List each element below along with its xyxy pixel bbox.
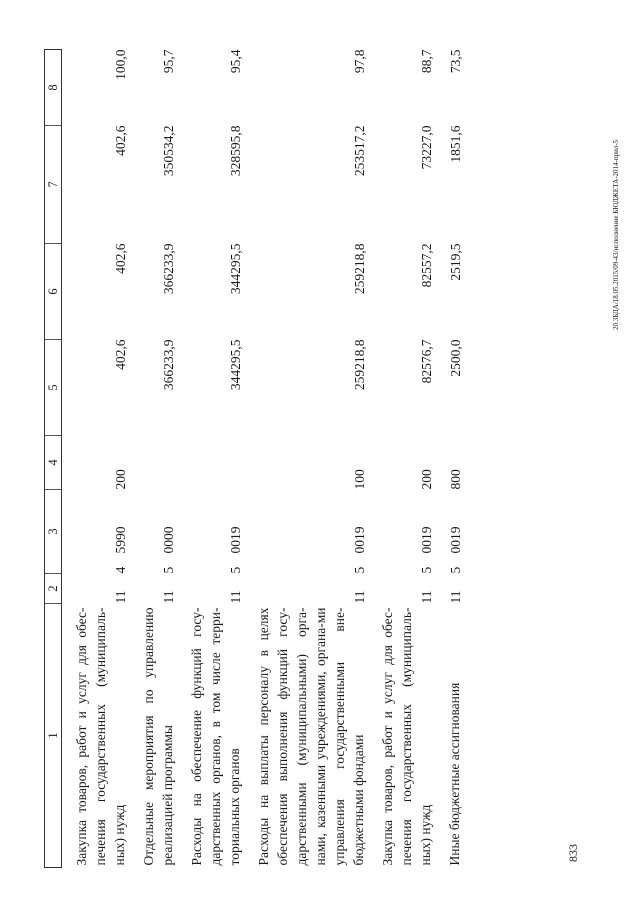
row-value-5: 402,6 — [113, 339, 128, 370]
row-section: 11 — [448, 590, 463, 604]
row-subsection: 5 — [161, 566, 176, 574]
row-section: 11 — [352, 590, 367, 604]
row-name: Закупка товаров, работ и услуг для обес-печения государственных (муниципаль-ных) нужд — [380, 607, 433, 866]
file-path-note: 20.3БДА/18.05.2015/09-43/исполнение БЮДЖЕТА-2014-прил-5 — [612, 139, 620, 330]
row-expense-type — [177, 436, 244, 490]
row-value-5: 366233,9 — [161, 339, 176, 391]
row-value-8: 97,8 — [352, 49, 367, 74]
row-value-5: 82576,7 — [419, 339, 434, 384]
row-expense-type — [129, 436, 177, 490]
header-col-3: 3 — [45, 490, 62, 574]
row-value-7: 328595,8 — [228, 125, 243, 177]
table-row — [435, 50, 464, 868]
row-value-5: 2500,0 — [448, 339, 463, 377]
row-name: Расходы на обеспечение функций госу-дарственных органов, в том числе терри-ториальных органов — [189, 607, 242, 866]
row-subsection: 5 — [228, 566, 243, 574]
row-expense-type: 100 — [352, 469, 367, 490]
row-expense-type: 200 — [419, 469, 434, 490]
row-name: Иные бюджетные ассигнования — [447, 682, 462, 866]
rotated-page — [44, 28, 604, 868]
row-value-6: 2519,5 — [448, 243, 463, 281]
row-section: 11 — [161, 590, 176, 604]
row-value-7: 350534,2 — [161, 125, 176, 177]
row-value-7: 253517,2 — [352, 125, 367, 177]
table-row — [177, 50, 244, 868]
row-value-8: 95,4 — [228, 49, 243, 74]
row-target-article: 0019 — [228, 526, 243, 554]
row-name: Расходы на выплаты персоналу в целях обеспечения выполнения функций госу-дарственными (муниципальными) орга-нами, казенными учреждениями, органа-ми управления государственными вне-бюджетными фондами — [256, 607, 366, 866]
header-col-4: 4 — [45, 436, 62, 490]
header-col-8: 8 — [45, 50, 62, 126]
row-target-article: 0000 — [161, 526, 176, 554]
row-value-6: 366233,9 — [161, 243, 176, 295]
budget-table — [44, 49, 464, 868]
row-target-article: 0019 — [419, 526, 434, 554]
row-value-8: 95,7 — [161, 49, 176, 74]
table-row — [368, 50, 435, 868]
header-col-1: 1 — [45, 604, 62, 868]
row-name: Закупка товаров, работ и услуг для обес-печения государственных (муниципаль-ных) нужд — [74, 607, 127, 866]
header-col-7: 7 — [45, 126, 62, 244]
row-section: 11 — [419, 590, 434, 604]
row-subsection: 5 — [352, 566, 367, 574]
header-col-2: 2 — [45, 574, 62, 604]
row-section: 11 — [228, 590, 243, 604]
table-row — [62, 50, 130, 868]
header-col-5: 5 — [45, 340, 62, 436]
row-target-article: 5990 — [113, 526, 128, 554]
row-value-8: 88,7 — [419, 49, 434, 74]
row-expense-type: 800 — [448, 469, 463, 490]
row-value-6: 344295,5 — [228, 243, 243, 295]
row-expense-type: 200 — [113, 469, 128, 490]
row-value-5: 344295,5 — [228, 339, 243, 391]
row-value-6: 82557,2 — [419, 243, 434, 288]
header-col-6: 6 — [45, 244, 62, 340]
row-value-5: 259218,8 — [352, 339, 367, 391]
row-value-7: 1851,6 — [448, 125, 463, 163]
row-subsection: 5 — [448, 566, 463, 574]
row-target-article: 0019 — [352, 526, 367, 554]
row-value-8: 100,0 — [113, 49, 128, 80]
row-value-6: 259218,8 — [352, 243, 367, 295]
row-value-8: 73,5 — [448, 49, 463, 74]
table-row — [244, 50, 368, 868]
row-value-6: 402,6 — [113, 243, 128, 274]
row-subsection: 5 — [419, 566, 434, 574]
page-number: 833 — [566, 844, 580, 862]
row-section: 11 — [113, 590, 128, 604]
row-value-7: 73227,0 — [419, 125, 434, 170]
row-value-7: 402,6 — [113, 125, 128, 156]
row-target-article: 0019 — [448, 526, 463, 554]
row-name: Отдельные мероприятия по управлению реализацией программы — [141, 607, 175, 866]
row-subsection: 4 — [113, 566, 128, 574]
table-row — [129, 50, 177, 868]
header-row — [45, 50, 62, 868]
